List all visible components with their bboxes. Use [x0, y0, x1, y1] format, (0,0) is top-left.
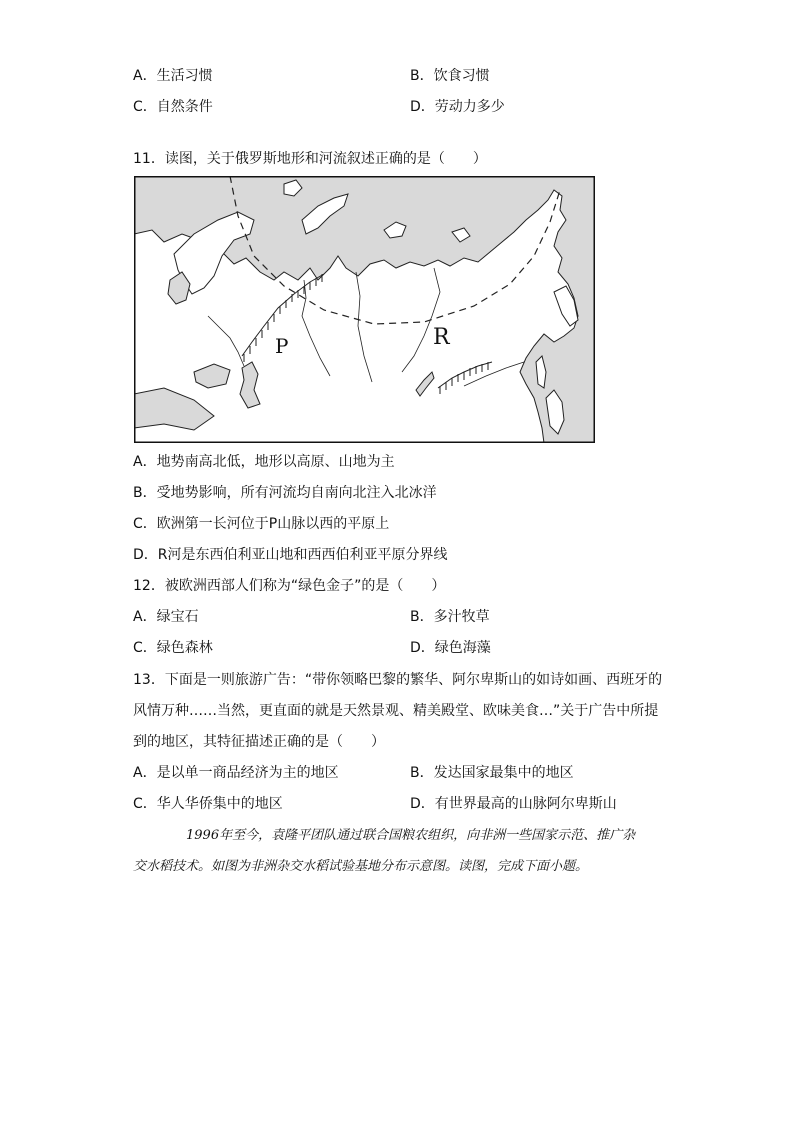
- map-label-p: P: [275, 334, 289, 358]
- q11-option-a: A．地势南高北低，地形以高原、山地为主: [133, 454, 395, 470]
- intro-paragraph-line-1: 1996年至今，袁隆平团队通过联合国粮农组织，向非洲一些国家示范、推广杂: [186, 828, 636, 843]
- q13-option-c: C．华人华侨集中的地区: [133, 796, 283, 812]
- q12-option-a: A．绿宝石: [133, 609, 199, 625]
- q12-option-d: D．绿色海藻: [410, 640, 491, 656]
- q13-stem-line-2: 风情万种……当然，更直面的就是天然景观、精美殿堂、欧味美食…”关于广告中所提: [133, 703, 659, 719]
- q13-option-d: D．有世界最高的山脉阿尔卑斯山: [410, 796, 617, 812]
- q10-option-b: B．饮食习惯: [410, 68, 490, 84]
- q13-option-a: A．是以单一商品经济为主的地区: [133, 765, 339, 781]
- q12-stem: 12．被欧洲西部人们称为“绿色金子”的是（ ）: [133, 578, 446, 594]
- q10-option-a: A．生活习惯: [133, 68, 213, 84]
- q13-stem-line-3: 到的地区，其特征描述正确的是（ ）: [133, 734, 385, 750]
- map-label-r: R: [433, 325, 450, 350]
- q11-option-c: C．欧洲第一长河位于P山脉以西的平原上: [133, 516, 390, 532]
- q10-option-d: D．劳动力多少: [410, 99, 505, 115]
- q11-option-b: B．受地势影响，所有河流均自南向北注入北冰洋: [133, 485, 437, 501]
- q13-stem-line-1: 13．下面是一则旅游广告：“带你领略巴黎的繁华、阿尔卑斯山的如诗如画、西班牙的: [133, 672, 663, 688]
- q11-option-d: D．R河是东西伯利亚山地和西西伯利亚平原分界线: [133, 547, 448, 563]
- q13-option-b: B．发达国家最集中的地区: [410, 765, 574, 781]
- q12-option-c: C．绿色森林: [133, 640, 213, 656]
- russia-map: [134, 176, 595, 443]
- q11-stem: 11．读图，关于俄罗斯地形和河流叙述正确的是（ ）: [133, 151, 487, 167]
- q12-option-b: B．多汁牧草: [410, 609, 490, 625]
- intro-paragraph-line-2: 交水稻技术。如图为非洲杂交水稻试验基地分布示意图。读图，完成下面小题。: [133, 859, 589, 874]
- q10-option-c: C．自然条件: [133, 99, 213, 115]
